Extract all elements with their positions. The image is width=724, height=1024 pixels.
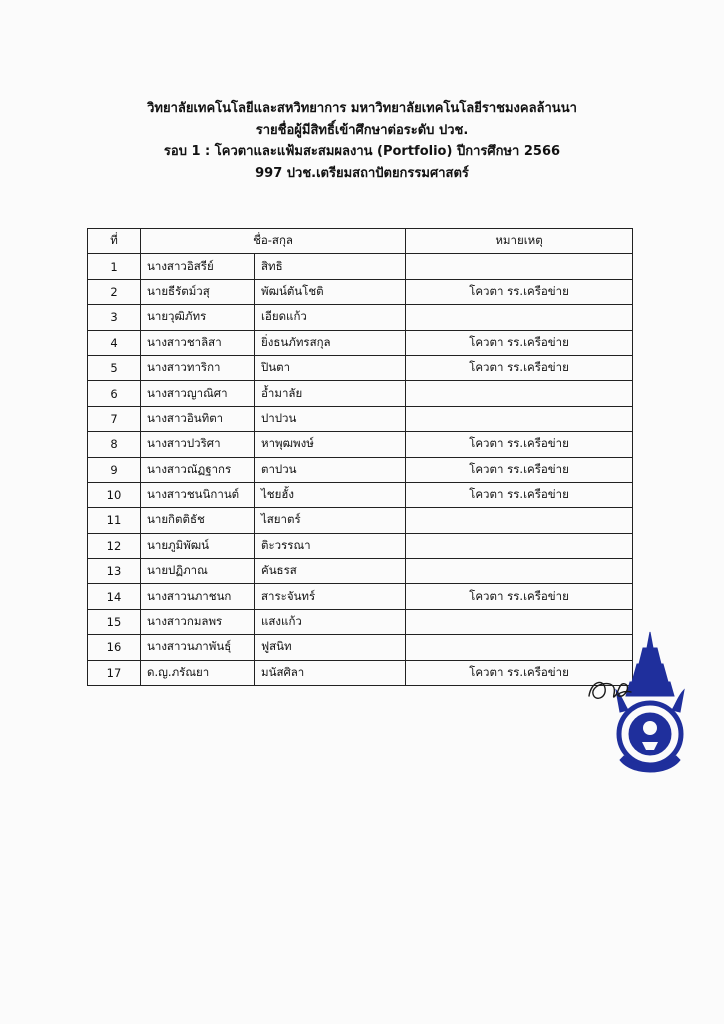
student-last-name: อ้ำมาลัย (255, 381, 406, 406)
table-row (88, 609, 633, 634)
student-first-name: นางสาวนภาพันธุ์ (141, 635, 255, 660)
row-note (406, 406, 633, 431)
row-number: 17 (88, 660, 141, 685)
student-first-name: นางสาวอิสรีย์ (141, 254, 255, 279)
table-row (88, 432, 633, 457)
table-row (88, 254, 633, 279)
table-row (88, 355, 633, 380)
row-note: โควตา รร.เครือข่าย (406, 584, 633, 609)
student-last-name: เอียดแก้ว (255, 305, 406, 330)
student-first-name: นางสาวอินทิตา (141, 406, 255, 431)
table-row (88, 406, 633, 431)
row-number: 10 (88, 482, 141, 507)
document-header (0, 98, 724, 184)
row-number: 14 (88, 584, 141, 609)
table-row (88, 559, 633, 584)
student-last-name: พัฒน์ตันโชติ (255, 279, 406, 304)
student-first-name: นายวุฒิภัทร (141, 305, 255, 330)
row-number: 4 (88, 330, 141, 355)
student-last-name: หาพุฒพงษ์ (255, 432, 406, 457)
row-note (406, 254, 633, 279)
row-number: 8 (88, 432, 141, 457)
student-last-name: ปินตา (255, 355, 406, 380)
header-institution: วิทยาลัยเทคโนโลยีและสหวิทยาการ มหาวิทยาลัยเทคโนโลยีราชมงคลล้านนา (147, 101, 577, 116)
column-header-name: ชื่อ-สกุล (141, 229, 406, 254)
signature-icon (585, 672, 635, 706)
student-last-name: ยิ่งธนภัทรสกุล (255, 330, 406, 355)
student-first-name: นายกิตติธัช (141, 508, 255, 533)
row-note (406, 635, 633, 660)
row-note: โควตา รร.เครือข่าย (406, 482, 633, 507)
student-first-name: นางสาวทาริกา (141, 355, 255, 380)
row-number: 1 (88, 254, 141, 279)
row-note (406, 609, 633, 634)
table-row (88, 482, 633, 507)
row-note: โควตา รร.เครือข่าย (406, 457, 633, 482)
table-row (88, 660, 633, 685)
row-note: โควตา รร.เครือข่าย (406, 355, 633, 380)
row-number: 6 (88, 381, 141, 406)
student-first-name: นางสาวนภาชนก (141, 584, 255, 609)
student-first-name: นางสาวปวริศา (141, 432, 255, 457)
table-row (88, 508, 633, 533)
table-row (88, 584, 633, 609)
header-round: รอบ 1 : โควตาและแฟ้มสะสมผลงาน (Portfolio) ปีการศึกษา 2566 (163, 144, 561, 159)
row-note: โควตา รร.เครือข่าย (406, 279, 633, 304)
table-row (88, 381, 633, 406)
student-last-name: สาระจันทร์ (255, 584, 406, 609)
row-number: 7 (88, 406, 141, 431)
student-first-name: นางสาวญาณิศา (141, 381, 255, 406)
row-note (406, 508, 633, 533)
table-row (88, 305, 633, 330)
row-number: 12 (88, 533, 141, 558)
row-number: 5 (88, 355, 141, 380)
student-first-name: ด.ญ.ภรัณยา (141, 660, 255, 685)
row-note: โควตา รร.เครือข่าย (406, 330, 633, 355)
table-row (88, 635, 633, 660)
column-header-note: หมายเหตุ (406, 229, 633, 254)
row-note (406, 559, 633, 584)
student-first-name: นางสาวชาลิสา (141, 330, 255, 355)
student-last-name: มนัสศิลา (255, 660, 406, 685)
table-row (88, 533, 633, 558)
row-number: 16 (88, 635, 141, 660)
table-row (88, 457, 633, 482)
student-last-name: ฟูสนิท (255, 635, 406, 660)
table-row (88, 279, 633, 304)
header-title: รายชื่อผู้มีสิทธิ์เข้าศึกษาต่อระดับ ปวช. (255, 122, 469, 138)
row-note: โควตา รร.เครือข่าย (406, 660, 633, 685)
table-row (88, 330, 633, 355)
student-last-name: ไชยฮั้ง (255, 482, 406, 507)
column-header-number: ที่ (88, 229, 141, 254)
header-program: 997 ปวช.เตรียมสถาปัตยกรรมศาสตร์ (255, 165, 469, 181)
student-roster-table (87, 228, 633, 686)
row-note (406, 381, 633, 406)
student-last-name: ตาปวน (255, 457, 406, 482)
table-body (88, 254, 633, 686)
row-note: โควตา รร.เครือข่าย (406, 432, 633, 457)
row-number: 15 (88, 609, 141, 634)
row-number: 2 (88, 279, 141, 304)
student-first-name: นางสาวชนนิกานต์ (141, 482, 255, 507)
row-note (406, 305, 633, 330)
student-first-name: นางสาวกมลพร (141, 609, 255, 634)
student-first-name: นายภูมิพัฒน์ (141, 533, 255, 558)
student-last-name: สิทธิ (255, 254, 406, 279)
student-first-name: นางสาวณัฏฐากร (141, 457, 255, 482)
student-first-name: นายปฏิภาณ (141, 559, 255, 584)
row-number: 11 (88, 508, 141, 533)
student-last-name: คันธรส (255, 559, 406, 584)
student-first-name: นายธีรัตม์วสุ (141, 279, 255, 304)
row-number: 13 (88, 559, 141, 584)
student-last-name: ไสยาตร์ (255, 508, 406, 533)
row-note (406, 533, 633, 558)
row-number: 9 (88, 457, 141, 482)
student-last-name: ปาปวน (255, 406, 406, 431)
table-header-row (88, 229, 633, 254)
student-last-name: แสงแก้ว (255, 609, 406, 634)
row-number: 3 (88, 305, 141, 330)
student-last-name: ติะวรรณา (255, 533, 406, 558)
